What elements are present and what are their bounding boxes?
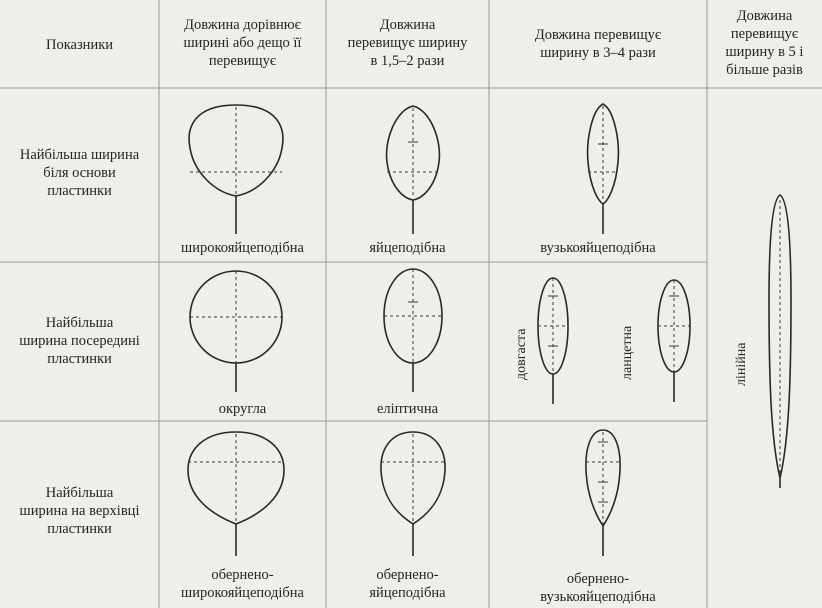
caption-elliptic: еліптична (376, 401, 439, 417)
header-col-1: Довжина дорівнює ширині або дещо її перевищує (183, 17, 302, 69)
caption-obovate-wide: обернено- широкояйцеподібна (181, 567, 304, 601)
row-label-middle: Найбільша ширина посередині пластинки (19, 315, 140, 367)
header-col-2: Довжина перевищує ширину в 1,5–2 рази (347, 17, 468, 69)
row-label-base: Найбільша ширина біля основи пластинки (19, 147, 140, 199)
caption-obovate: обернено- яйцеподібна (369, 567, 446, 601)
row-label-apex: Найбільша ширина на верхівці пластинки (19, 485, 140, 537)
leaf-axes (188, 106, 780, 524)
caption-wide-ovate: широкояйцеподібна (181, 240, 304, 256)
caption-ovate: яйцеподібна (369, 240, 446, 256)
header-col-4: Довжина перевищує ширину в 5 і більше разів (725, 8, 804, 78)
header-indicators: Показники (45, 37, 114, 53)
leaf-tick-marks (408, 142, 679, 502)
caption-narrow-ovate: вузькояйцеподібна (540, 240, 656, 256)
header-col-3: Довжина перевищує ширину в 3–4 рази (534, 27, 662, 61)
caption-lanceolate: ланцетна (620, 325, 635, 380)
caption-obovate-narrow: обернено- вузькояйцеподібна (540, 571, 656, 605)
caption-round: округла (218, 401, 267, 417)
caption-oblong: довгаста (514, 328, 529, 380)
caption-linear: лінійна (734, 342, 749, 386)
